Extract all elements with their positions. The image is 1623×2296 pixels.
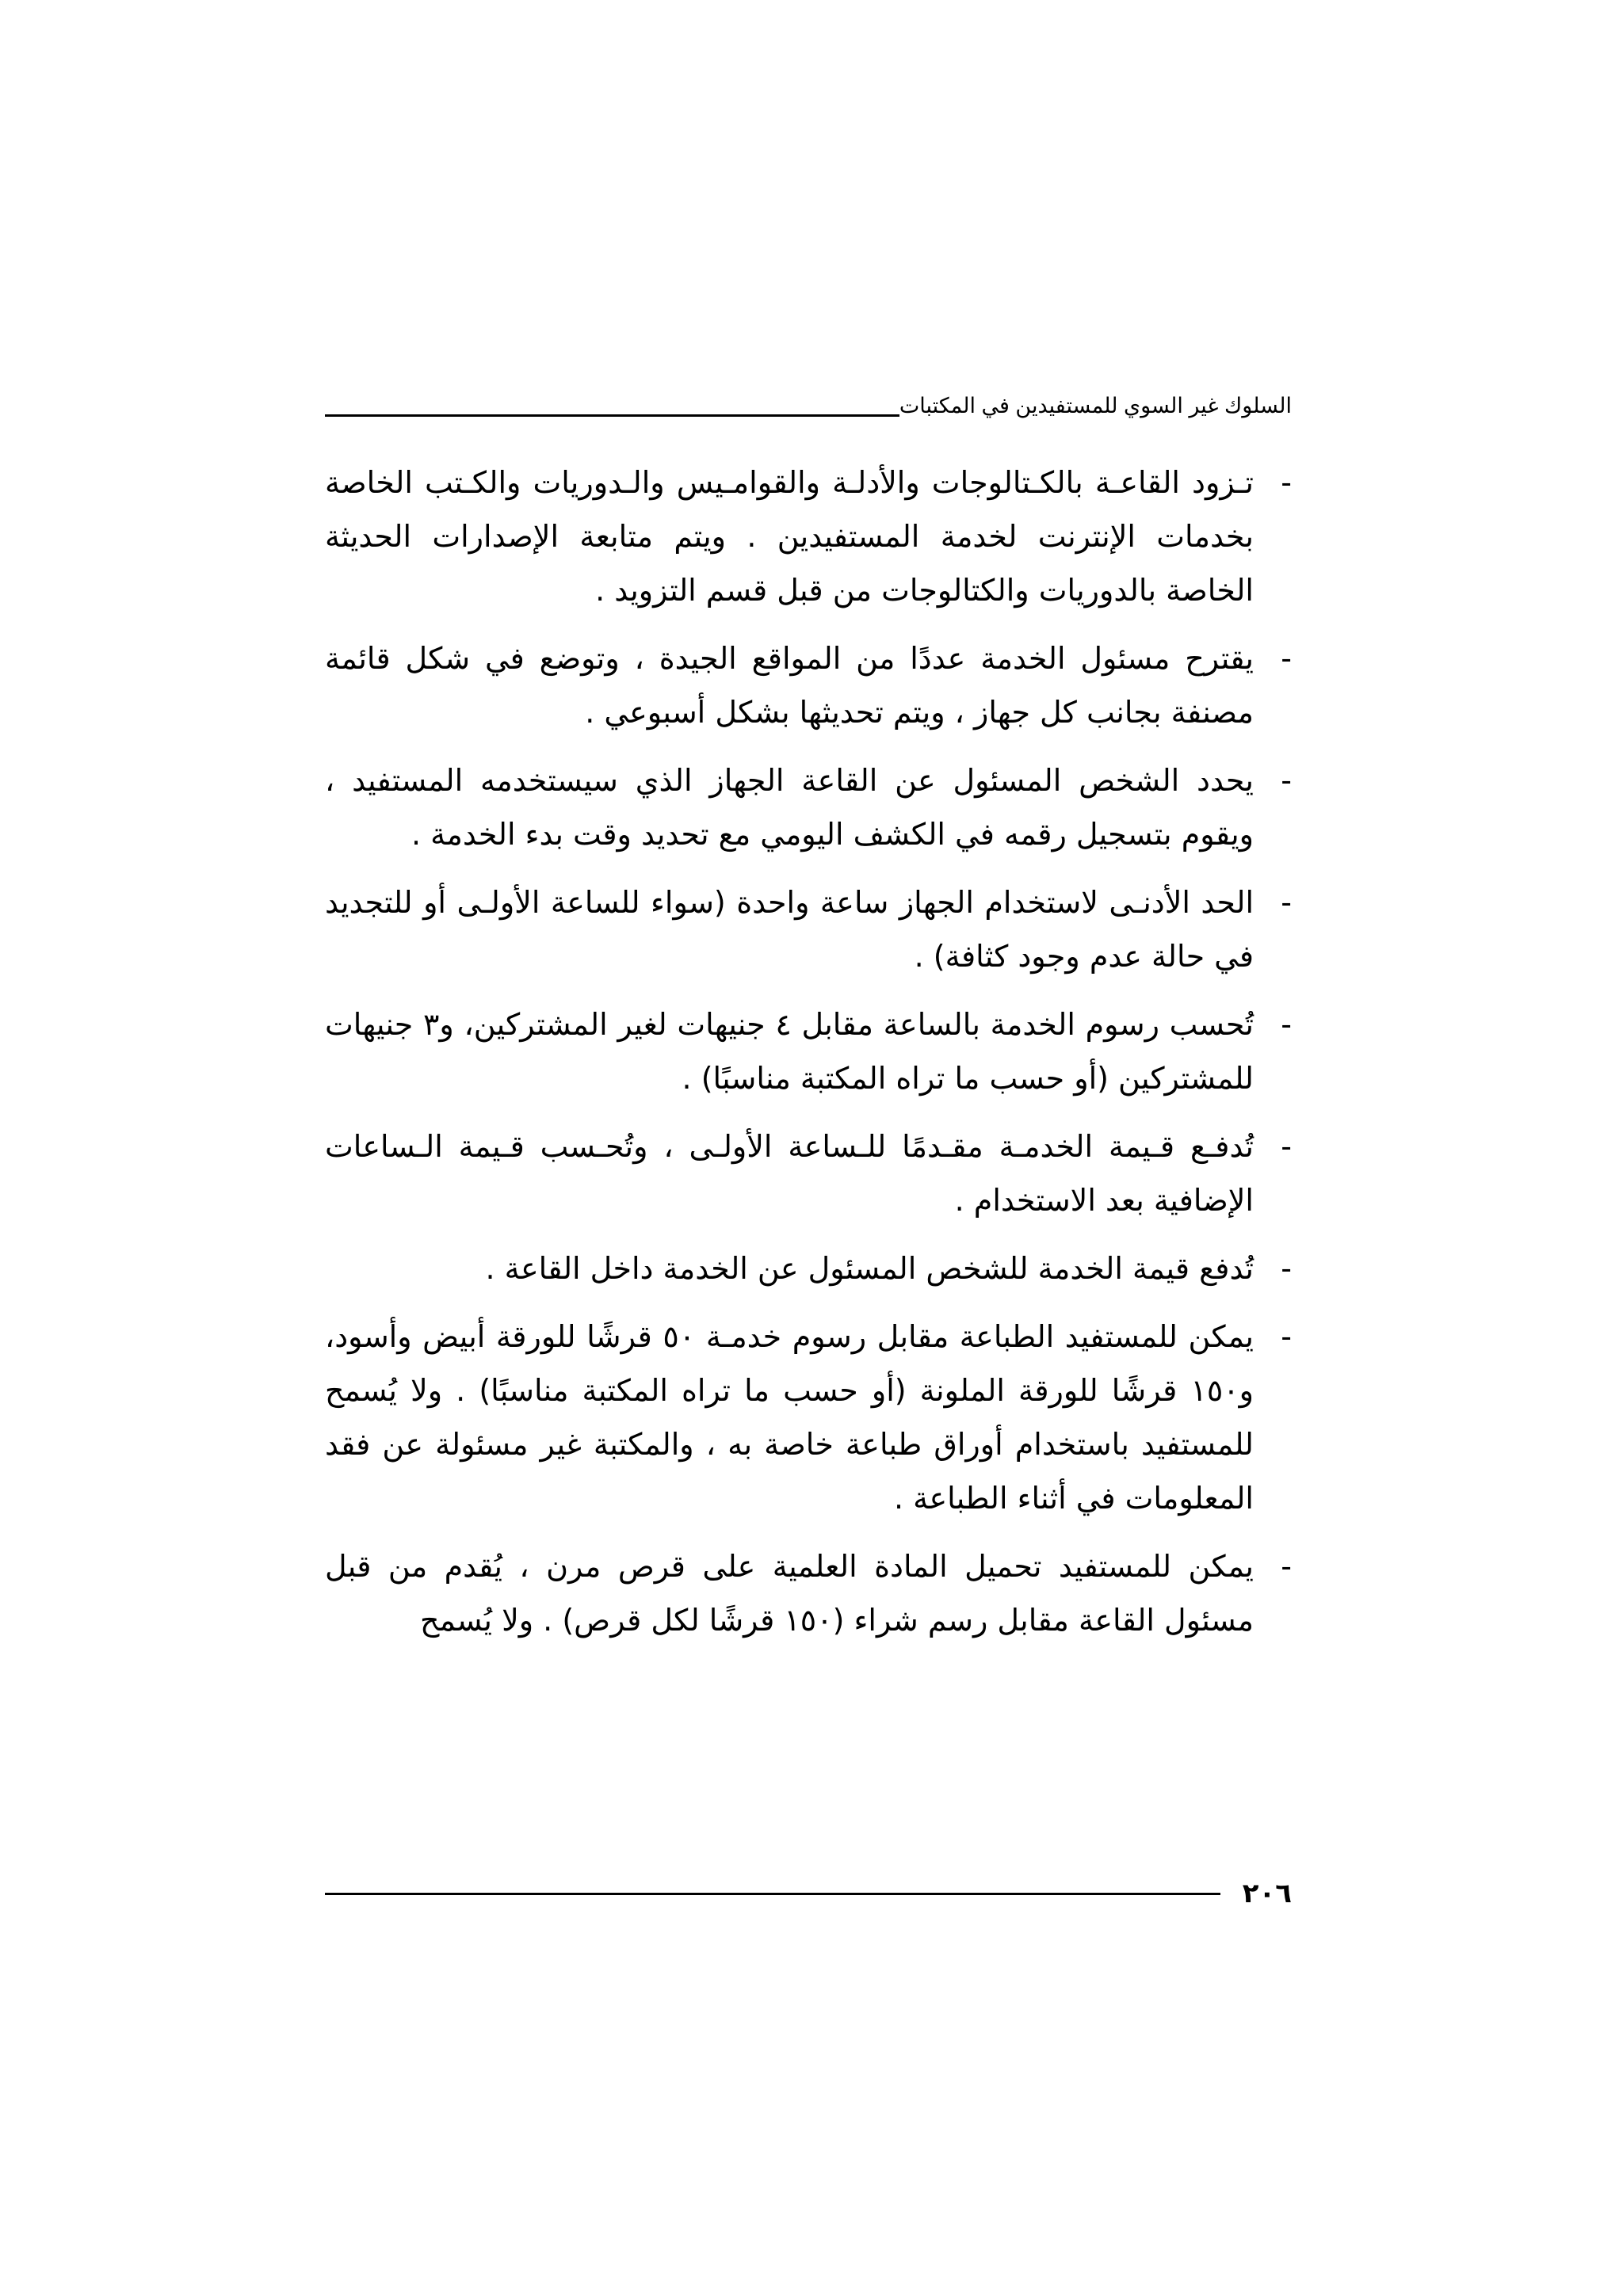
header-rule [325, 414, 899, 417]
footer-rule [325, 1893, 1220, 1895]
page-number: ٢٠٦ [1242, 1878, 1292, 1909]
list-item-text: تُحسب رسوم الخدمة بالساعة مقابل ٤ جنيهات لغير المشتركين، و٣ جنيهات للمشتركين (أو حسب ما تراه المكتبة مناسبًا) . [325, 1007, 1254, 1096]
bullet-dash: - [1281, 1129, 1292, 1164]
list-item [325, 875, 1292, 983]
list-item [325, 1310, 1292, 1525]
list-item-text: تُدفـع قـيمة الخدمـة مقـدمًا للـساعة الأولـى ، وتُحـسب قـيمة الـساعات الإضافية بعد الاستخدام . [325, 1129, 1254, 1218]
bullet-dash: - [1281, 1007, 1292, 1042]
running-header [325, 372, 1292, 420]
bullet-dash: - [1281, 465, 1292, 500]
bullet-dash: - [1281, 885, 1292, 920]
bullet-dash: - [1281, 1319, 1293, 1354]
list-item-text: تـزود القاعـة بالكـتالوجات والأدلـة والقوامـيس والـدوريات والكـتب الخاصة بخدمات الإنترنت لخدمة المستفيدين . ويتم متابعة الإصدارات الحديثة الخاصة بالدوريات والكتالوجات من قبل قسم التزويد . [325, 465, 1254, 608]
list-item [325, 997, 1292, 1105]
list-item-text: تُدفع قيمة الخدمة للشخص المسئول عن الخدمة داخل القاعة . [485, 1251, 1254, 1286]
list-item [325, 631, 1292, 739]
bullet-dash: - [1281, 641, 1292, 676]
list-item-text: يمكن للمستفيد تحميل المادة العلمية على قرص مرن ، يُقدم من قبل مسئول القاعة مقابل رسم شراء (١٥٠ قرشًا لكل قرص) . ولا يُسمح [325, 1549, 1254, 1638]
page-footer [325, 1874, 1292, 1913]
header-title: السلوك غير السوي للمستفيدين في المكتبات [899, 394, 1292, 418]
bullet-dash: - [1281, 1251, 1292, 1286]
list-item [325, 1241, 1292, 1295]
list-item [325, 1119, 1292, 1227]
bullet-dash: - [1281, 763, 1292, 798]
list-item [325, 456, 1292, 617]
list-item [325, 753, 1292, 861]
list-item-text: يمكن للمستفيد الطباعة مقابل رسوم خدمـة ٥٠ قرشًا للورقة أبيض وأسود، و١٥٠ قرشًا للورقة الملونة (أو حسب ما تراه المكتبة مناسبًا) . ولا يُسمح للمستفيد باستخدام أوراق طباعة خاصة به ، والمكتبة غير مسئولة عن فقد المعلومات في أثناء الطباعة . [325, 1319, 1254, 1516]
list-item-text: يقترح مسئول الخدمة عددًا من المواقع الجيدة ، وتوضع في شكل قائمة مصنفة بجانب كل جهاز ، ويتم تحديثها بشكل أسبوعي . [325, 641, 1254, 730]
list-item-text: الحد الأدنـى لاستخدام الجهاز ساعة واحدة (سواء للساعة الأولـى أو للتجديد في حالة عدم وجود كثافة) . [325, 885, 1254, 974]
list-item [325, 1539, 1292, 1647]
list-item-text: يحدد الشخص المسئول عن القاعة الجهاز الذي سيستخدمه المستفيد ، ويقوم بتسجيل رقمه في الكشف اليومي مع تحديد وقت بدء الخدمة . [325, 763, 1254, 852]
bullet-dash: - [1281, 1549, 1292, 1584]
body-text [325, 456, 1292, 1661]
